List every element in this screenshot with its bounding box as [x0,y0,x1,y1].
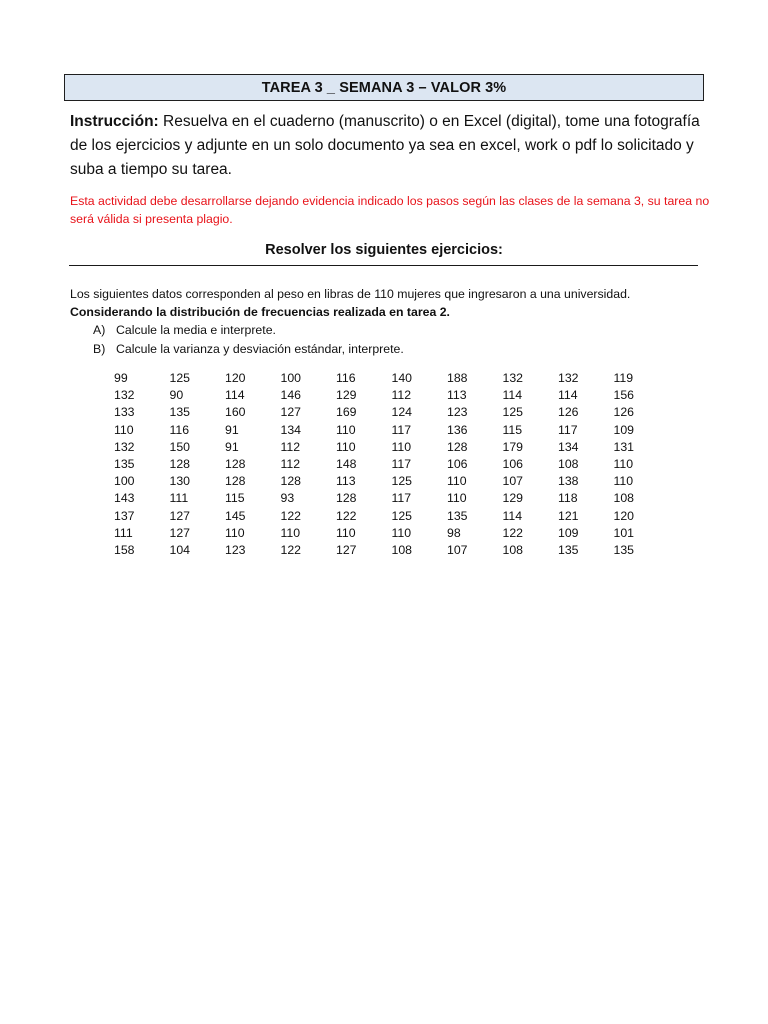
weights-data-table [114,370,669,559]
table-cell: 106 [502,457,524,472]
table-cell: 112 [280,439,301,454]
table-cell: 108 [502,543,524,558]
table-cell: 129 [336,388,357,403]
table-cell: 135 [558,543,579,558]
table-cell: 110 [280,525,301,540]
table-cell: 169 [336,405,357,420]
table-cell: 114 [502,508,523,523]
table-cell: 125 [391,508,413,523]
table-cell: 117 [391,491,412,506]
table-cell: 112 [280,457,301,472]
table-cell: 128 [447,439,468,454]
table-cell: 91 [225,439,239,454]
table-cell: 120 [225,371,246,385]
task-item [93,340,693,359]
table-cell: 110 [336,525,356,540]
table-cell: 122 [280,543,302,558]
table-cell: 111 [169,491,189,506]
table-cell: 128 [225,457,246,472]
table-cell: 122 [502,525,524,540]
table-cell: 127 [169,525,191,540]
task-item [93,321,693,340]
table-cell: 120 [613,508,635,523]
table-row [114,542,669,559]
instruction-text: Resuelva en el cuaderno (manuscrito) o en Excel (digital), tome una fotografía de los ejercicios y adjunte en un solo documento ya sea en excel, work o pdf lo solicitado y suba a tiempo su tarea. [70,113,700,178]
page-title-text: TAREA 3 _ SEMANA 3 – VALOR 3% [261,79,507,96]
table-cell: 126 [613,405,635,420]
table-cell: 114 [225,388,245,403]
table-cell: 148 [336,457,357,472]
table-cell: 115 [225,491,245,506]
table-cell: 111 [114,525,133,540]
task-text: Calcule la media e interprete. [116,323,276,337]
table-cell: 110 [447,474,467,489]
table-cell: 117 [558,422,578,437]
table-cell: 109 [613,422,635,437]
table-cell: 108 [391,543,413,558]
table-cell: 110 [613,474,634,489]
table-cell: 122 [336,508,357,523]
table-cell: 106 [447,457,468,472]
table-cell: 122 [280,508,302,523]
table-cell: 121 [558,508,579,523]
plagiarism-warning: Esta actividad debe desarrollarse dejando evidencia indicado los pasos según las clases de la semana 3, su tarea no será válida si presenta plagio. [70,194,710,226]
table-cell: 125 [391,474,413,489]
table-cell: 127 [280,405,302,420]
table-cell: 137 [114,508,135,523]
table-cell: 90 [169,388,184,403]
table-cell: 128 [169,457,191,472]
table-cell: 109 [558,525,579,540]
table-cell: 117 [391,457,412,472]
table-cell: 91 [225,422,239,437]
table-cell: 123 [447,405,468,420]
table-cell: 114 [502,388,523,403]
table-cell: 134 [280,422,302,437]
table-row [114,370,669,387]
table-cell: 128 [336,491,357,506]
table-cell: 131 [613,439,635,454]
table-row [114,404,669,421]
table-cell: 143 [114,491,135,506]
table-cell: 123 [225,543,246,558]
table-cell: 100 [114,474,135,489]
table-cell: 110 [391,439,412,454]
table-cell: 107 [502,474,524,489]
table-cell: 118 [558,491,578,506]
task-list [93,321,693,358]
table-cell: 110 [336,439,356,454]
table-cell: 99 [114,371,128,385]
table-cell: 132 [558,371,579,385]
table-cell: 110 [114,422,134,437]
table-cell: 128 [225,474,246,489]
table-cell: 136 [447,422,468,437]
table-cell: 160 [225,405,246,420]
table-row [114,422,669,439]
task-marker: B) [93,341,106,356]
table-cell: 146 [280,388,302,403]
instruction-paragraph [70,110,710,182]
table-row [114,456,669,473]
table-cell: 135 [613,543,635,558]
table-cell: 156 [613,388,635,403]
intro-line: Los siguientes datos corresponden al peso en libras de 110 mujeres que ingresaron a una universidad. [70,287,631,301]
table-row [114,490,669,507]
table-cell: 140 [391,371,413,385]
table-row [114,473,669,490]
table-cell: 125 [169,371,191,385]
table-cell: 130 [169,474,191,489]
table-cell: 107 [447,543,468,558]
table-cell: 150 [169,439,191,454]
table-cell: 110 [613,457,634,472]
table-cell: 158 [114,543,135,558]
task-marker: A) [93,323,106,337]
table-cell: 110 [336,422,356,437]
table-cell: 127 [336,543,357,558]
table-cell: 127 [169,508,191,523]
table-cell: 129 [502,491,524,506]
table-cell: 132 [114,439,135,454]
table-cell: 108 [558,457,579,472]
instruction-label: Instrucción: [70,113,159,130]
table-cell: 114 [558,388,578,403]
table-cell: 135 [447,508,468,523]
table-cell: 126 [558,405,579,420]
task-text: Calcule la varianza y desviación estándar, interprete. [116,341,404,356]
table-cell: 110 [391,525,412,540]
exercise-intro [70,285,720,321]
table-cell: 125 [502,405,524,420]
page-title [64,74,704,101]
table-cell: 112 [391,388,412,403]
table-cell: 115 [502,422,523,437]
table-cell: 116 [336,371,356,385]
table-cell: 108 [613,491,635,506]
table-cell: 138 [558,474,579,489]
table-cell: 135 [169,405,191,420]
table-cell: 132 [502,371,524,385]
intro-bold-line: Considerando la distribución de frecuencias realizada en tarea 2. [70,305,450,319]
table-cell: 132 [114,388,135,403]
table-cell: 104 [169,543,191,558]
table-cell: 117 [391,422,412,437]
table-cell: 98 [447,525,461,540]
table-cell: 116 [169,422,190,437]
table-row [114,508,669,525]
table-cell: 119 [613,371,634,385]
table-cell: 110 [447,491,467,506]
table-cell: 128 [280,474,302,489]
table-cell: 93 [280,491,295,506]
table-cell: 101 [613,525,635,540]
table-row [114,387,669,404]
table-cell: 133 [114,405,135,420]
table-cell: 110 [225,525,245,540]
table-cell: 113 [447,388,467,403]
table-cell: 135 [114,457,135,472]
table-cell: 179 [502,439,524,454]
heading-divider [69,265,698,266]
table-row [114,525,669,542]
section-heading: Resolver los siguientes ejercicios: [265,242,503,258]
table-cell: 124 [391,405,413,420]
table-cell: 134 [558,439,579,454]
table-cell: 145 [225,508,246,523]
table-row [114,439,669,456]
table-cell: 100 [280,371,302,385]
table-cell: 188 [447,371,468,385]
table-cell: 113 [336,474,356,489]
